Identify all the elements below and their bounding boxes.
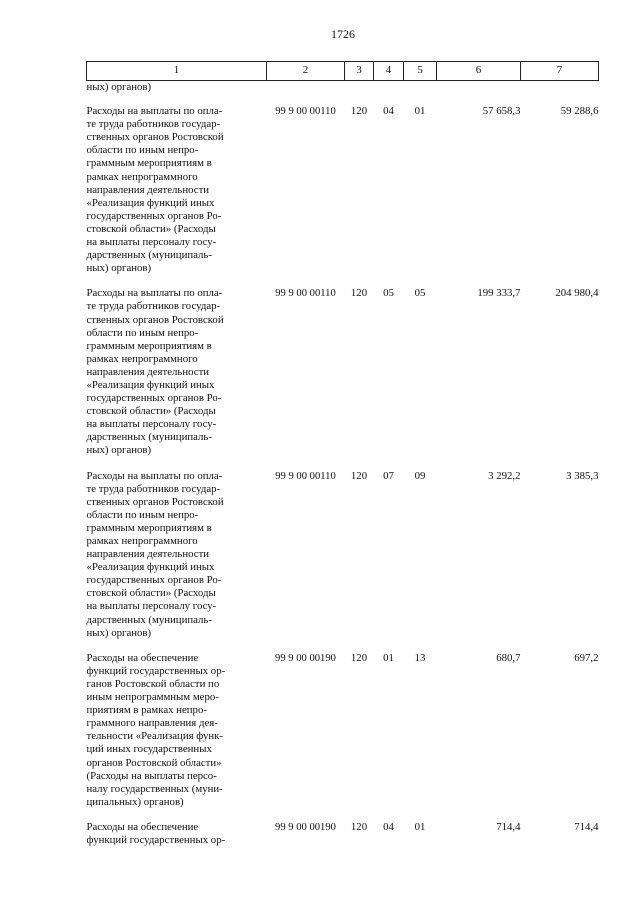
- description-line: ций иных государственных: [86, 743, 212, 756]
- table-row: [87, 105, 599, 287]
- table-header-row: [87, 62, 599, 81]
- row-expense-type: 120: [350, 469, 368, 482]
- description-line: ственных органов Ростовской: [86, 495, 224, 508]
- row-description: [87, 470, 267, 652]
- description-line: на выплаты персоналу госу-: [86, 236, 217, 249]
- description-line: стовской области» (Расходы: [86, 587, 216, 600]
- row-expense-type: 120: [350, 820, 368, 833]
- row-amount-year-1: 57 658,3: [482, 105, 521, 118]
- row-amount-year-2: 697,2: [574, 651, 599, 664]
- description-line: рамках непрограммного: [86, 535, 198, 547]
- table-row: [87, 821, 599, 847]
- description-line: области по иным непро-: [86, 144, 199, 157]
- description-line: «Реализация функций иных: [86, 561, 215, 574]
- row-amount-year-2: 714,4: [574, 820, 599, 833]
- description-line: государственных органов Ро-: [86, 392, 222, 405]
- description-line: направления деятельности: [86, 365, 210, 378]
- row-target-code: 99 9 00 00190: [275, 821, 336, 833]
- row-expense-type: 120: [350, 651, 368, 664]
- description-line: граммного направления дея-: [86, 717, 218, 730]
- description-line: государственных органов Ро-: [86, 574, 222, 587]
- header-col-2: 2: [267, 62, 345, 81]
- row-target-code: 99 9 00 00110: [275, 288, 336, 300]
- row-description: [87, 287, 267, 469]
- description-line: рамках непрограммного: [86, 352, 198, 365]
- row-section: 04: [383, 105, 394, 118]
- description-line: направления деятельности: [86, 548, 210, 561]
- description-line: Расходы на обеспечение: [86, 820, 199, 833]
- description-line: рамках непрограммного: [86, 170, 198, 183]
- description-line: Расходы на выплаты по опла-: [86, 287, 223, 300]
- description-line: Расходы на обеспечение: [86, 651, 199, 664]
- description-line: на выплаты персоналу госу-: [86, 418, 217, 431]
- description-line: ных) органов): [86, 444, 152, 457]
- row-subsection: 05: [414, 287, 426, 300]
- description-line: стовской области» (Расходы: [86, 405, 216, 418]
- row-expense-type: 120: [350, 105, 368, 118]
- row-amount-year-1: 714,4: [496, 820, 521, 833]
- row-amount-year-2: 59 288,6: [560, 105, 599, 118]
- description-line: те труда работников государ-: [86, 482, 221, 495]
- row-target-code: 99 9 00 00110: [275, 106, 336, 118]
- header-col-4: 4: [374, 62, 404, 81]
- description-line: дарственных (муниципаль-: [86, 613, 212, 626]
- row-amount-year-1: 199 333,7: [477, 287, 521, 300]
- description-line: граммным мероприятиям в: [86, 339, 212, 352]
- description-line: области по иным непро-: [86, 508, 199, 521]
- row-subsection: 09: [414, 469, 426, 482]
- description-line: «Реализация функций иных: [86, 378, 215, 391]
- description-line: ственных органов Ростовской: [86, 313, 224, 326]
- table-row: [87, 652, 599, 821]
- description-line: ганов Ростовской области по: [86, 677, 220, 690]
- description-line: органов Ростовской области»: [86, 756, 222, 769]
- row-section: 07: [383, 469, 394, 482]
- header-col-7: 7: [521, 62, 599, 81]
- description-line: функций государственных ор-: [86, 833, 226, 846]
- description-line: те труда работников государ-: [86, 118, 221, 131]
- row-amount-year-1: 3 292,2: [488, 469, 521, 482]
- description-line: ципальных) органов): [86, 795, 184, 808]
- continuation-row: [87, 81, 599, 106]
- description-line: государственных органов Ро-: [86, 209, 222, 222]
- description-line: тельности «Реализация функ-: [86, 730, 224, 743]
- description-line: Расходы на выплаты по опла-: [86, 469, 223, 482]
- row-description: [87, 105, 267, 287]
- row-expense-type: 120: [350, 287, 368, 300]
- row-description: [87, 652, 267, 821]
- row-description: [87, 821, 267, 847]
- row-section: 01: [383, 651, 394, 664]
- description-line: функций государственных ор-: [86, 664, 226, 677]
- row-target-code: 99 9 00 00190: [275, 652, 336, 664]
- row-subsection: 01: [414, 105, 426, 118]
- table-row: [87, 287, 599, 469]
- header-col-3: 3: [345, 62, 374, 81]
- table-row: [87, 470, 599, 652]
- description-line: приятиям в рамках непро-: [86, 704, 207, 717]
- row-amount-year-1: 680,7: [496, 651, 521, 664]
- description-line: граммным мероприятиям в: [86, 157, 212, 170]
- description-line: иным непрограммным меро-: [86, 691, 219, 704]
- row-section: 04: [383, 820, 394, 833]
- row-target-code: 99 9 00 00110: [275, 470, 336, 482]
- description-line: стовской области» (Расходы: [86, 222, 216, 235]
- continuation-text: ных) органов): [86, 81, 152, 93]
- header-col-6: 6: [437, 62, 521, 81]
- description-line: ственных органов Ростовской: [86, 131, 224, 144]
- description-line: ных) органов): [86, 626, 152, 639]
- description-line: дарственных (муниципаль-: [86, 249, 212, 262]
- description-line: ных) органов): [86, 262, 152, 275]
- description-line: Расходы на выплаты по опла-: [86, 105, 223, 118]
- row-amount-year-2: 204 980,4: [555, 287, 599, 300]
- row-section: 05: [383, 287, 394, 300]
- description-line: (Расходы на выплаты персо-: [86, 769, 217, 782]
- description-line: те труда работников государ-: [86, 300, 221, 313]
- description-line: на выплаты персоналу госу-: [86, 600, 217, 613]
- description-line: дарственных (муниципаль-: [86, 431, 212, 444]
- description-line: «Реализация функций иных: [86, 196, 215, 209]
- description-line: граммным мероприятиям в: [86, 521, 212, 534]
- header-col-5: 5: [404, 62, 437, 81]
- description-line: области по иным непро-: [86, 326, 199, 339]
- row-amount-year-2: 3 385,3: [566, 469, 599, 482]
- page-number: 1726: [331, 27, 355, 41]
- row-subsection: 01: [414, 820, 426, 833]
- header-col-1: 1: [87, 62, 267, 81]
- row-subsection: 13: [414, 651, 426, 664]
- budget-table: [86, 61, 599, 847]
- description-line: направления деятельности: [86, 183, 210, 196]
- description-line: налу государственных (муни-: [86, 782, 223, 795]
